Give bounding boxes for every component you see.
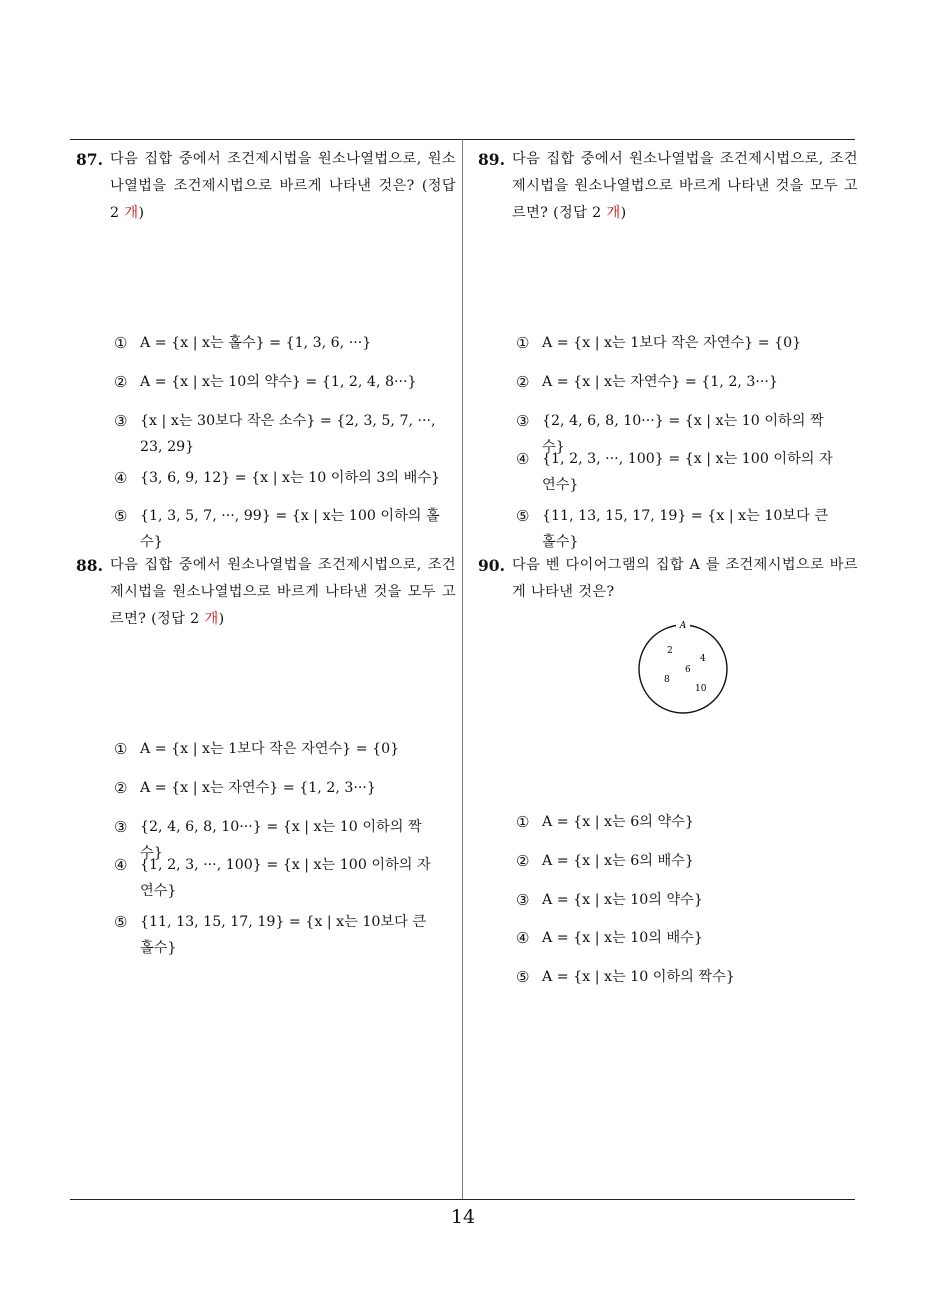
page-number: 14: [450, 1206, 476, 1228]
choice-3[interactable]: [516, 887, 846, 913]
choice-2[interactable]: [516, 369, 846, 395]
choice-4[interactable]: [516, 446, 846, 498]
question-number: 88.: [76, 556, 103, 575]
choice-2[interactable]: [114, 775, 444, 801]
problem-89: [478, 146, 858, 550]
choice-text: A = {x | x는 1보다 작은 자연수} = {0}: [140, 741, 400, 757]
choice-text: {3, 6, 9, 12} = {x | x는 10 이하의 3의 배수}: [140, 470, 441, 486]
choice-text: A = {x | x는 10의 약수}: [542, 892, 703, 908]
choice-text: A = {x | x는 자연수} = {1, 2, 3···}: [542, 374, 778, 390]
venn-element: 6: [685, 665, 691, 675]
choice-text: {1, 2, 3, ···, 100} = {x | x는 100 이하의 자연수}: [542, 451, 833, 493]
question-number: 89.: [478, 150, 505, 169]
venn-element: 4: [700, 654, 706, 664]
question-header: [76, 146, 456, 227]
choice-mark: ①: [114, 740, 128, 758]
choice-1[interactable]: [516, 330, 846, 356]
question-text: 다음 집합 중에서 원소나열법을 조건제시법으로, 조건제시법을 원소나열법으로 바르게 나타낸 것을 모두 고르면? (정답 2 개): [110, 557, 456, 627]
choice-text: {11, 13, 15, 17, 19} = {x | x는 10보다 큰 홀수}: [140, 914, 427, 956]
choice-1[interactable]: [516, 809, 846, 835]
problem-87: [76, 146, 456, 550]
choice-2[interactable]: [114, 369, 444, 395]
choice-mark: ④: [516, 929, 530, 947]
choice-mark: ③: [114, 412, 128, 430]
choice-4[interactable]: [114, 852, 444, 904]
choice-text: A = {x | x는 홀수} = {1, 3, 6, ···}: [140, 335, 372, 351]
choice-mark: ②: [516, 373, 530, 391]
choice-text: A = {x | x는 10 이하의 짝수}: [542, 969, 735, 985]
choice-4[interactable]: [114, 465, 444, 491]
question-text: 다음 벤 다이어그램의 집합 A 를 조건제시법으로 바르게 나타낸 것은?: [512, 557, 858, 600]
choice-2[interactable]: [516, 848, 846, 874]
question-text: 다음 집합 중에서 조건제시법을 원소나열법으로, 원소나열법을 조건제시법으로 바르게 나타낸 것은? (정답 2 개): [110, 151, 456, 221]
choice-text: {2, 4, 6, 8, 10···} = {x | x는 10 이하의 짝수}: [542, 413, 824, 455]
venn-element: 10: [695, 684, 707, 694]
choice-5[interactable]: [114, 503, 444, 555]
choice-mark: ④: [516, 450, 530, 468]
choice-4[interactable]: [516, 925, 846, 951]
problem-90: [478, 552, 858, 986]
choice-text: A = {x | x는 자연수} = {1, 2, 3···}: [140, 780, 376, 796]
choice-mark: ①: [516, 334, 530, 352]
choice-mark: ④: [114, 469, 128, 487]
choice-mark: ③: [516, 891, 530, 909]
choice-text: {x | x는 30보다 작은 소수} = {2, 3, 5, 7, ···, 23, 29}: [140, 413, 436, 455]
choice-5[interactable]: [516, 964, 846, 990]
choice-text: {2, 4, 6, 8, 10···} = {x | x는 10 이하의 짝수}: [140, 819, 422, 861]
choice-text: A = {x | x는 10의 약수} = {1, 2, 4, 8···}: [140, 374, 417, 390]
question-header: [478, 552, 858, 606]
bottom-rule: [70, 1199, 855, 1200]
venn-element: 2: [667, 646, 673, 656]
answer-count-highlight: 개: [204, 611, 219, 627]
choice-text: {1, 2, 3, ···, 100} = {x | x는 100 이하의 자연수}: [140, 857, 431, 899]
choice-1[interactable]: [114, 330, 444, 356]
choice-mark: ⑤: [114, 507, 128, 525]
column-divider: [462, 139, 463, 1200]
choice-text: A = {x | x는 1보다 작은 자연수} = {0}: [542, 335, 802, 351]
choice-mark: ⑤: [516, 968, 530, 986]
choice-text: {1, 3, 5, 7, ···, 99} = {x | x는 100 이하의 홀수}: [140, 508, 440, 550]
choice-mark: ⑤: [114, 913, 128, 931]
question-number: 87.: [76, 150, 103, 169]
question-header: [76, 552, 456, 633]
answer-count-highlight: 개: [124, 205, 139, 221]
choice-mark: ③: [114, 818, 128, 836]
choice-text: A = {x | x는 6의 약수}: [542, 814, 694, 830]
venn-element: 8: [664, 675, 670, 685]
question-number: 90.: [478, 556, 505, 575]
choice-3[interactable]: [114, 408, 444, 460]
choice-1[interactable]: [114, 736, 444, 762]
question-header: [478, 146, 858, 227]
choice-mark: ②: [114, 373, 128, 391]
set-a-label: A: [679, 621, 687, 631]
choice-mark: ①: [516, 813, 530, 831]
question-text: 다음 집합 중에서 원소나열법을 조건제시법으로, 조건제시법을 원소나열법으로 바르게 나타낸 것을 모두 고르면? (정답 2 개): [512, 151, 858, 221]
choice-text: A = {x | x는 10의 배수}: [542, 930, 703, 946]
choice-mark: ⑤: [516, 507, 530, 525]
venn-diagram: [636, 614, 732, 714]
choice-mark: ①: [114, 334, 128, 352]
choice-text: A = {x | x는 6의 배수}: [542, 853, 694, 869]
answer-count-highlight: 개: [606, 205, 621, 221]
choice-text: {11, 13, 15, 17, 19} = {x | x는 10보다 큰 홀수}: [542, 508, 829, 550]
choice-mark: ③: [516, 412, 530, 430]
set-a-circle: [639, 625, 727, 713]
problem-88: [76, 552, 456, 956]
choice-mark: ④: [114, 856, 128, 874]
choice-5[interactable]: [516, 503, 846, 555]
choice-mark: ②: [516, 852, 530, 870]
choice-5[interactable]: [114, 909, 444, 961]
choice-mark: ②: [114, 779, 128, 797]
